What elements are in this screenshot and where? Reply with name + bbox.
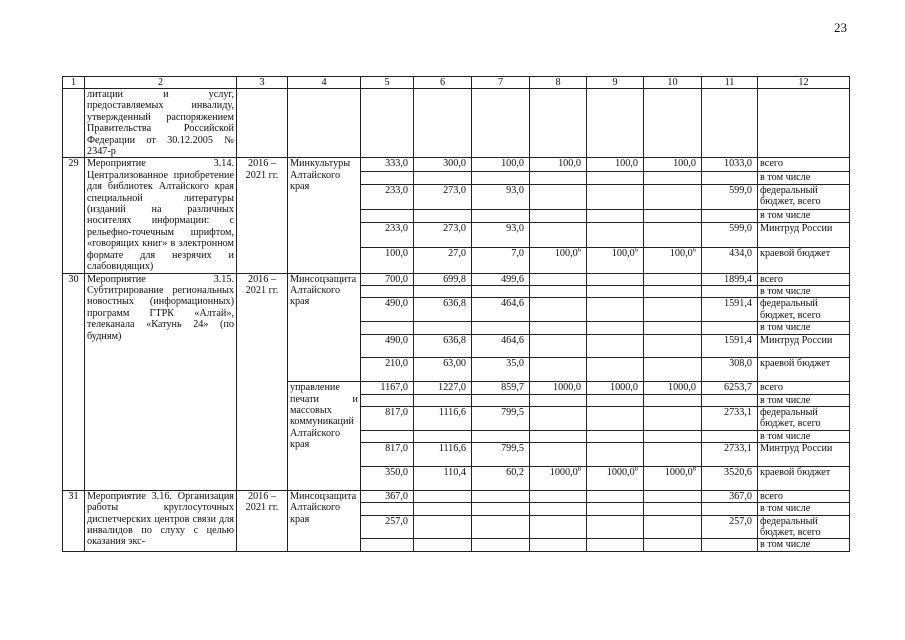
value-cell — [530, 322, 587, 334]
period-cell: 2016 – 2021 гг. — [237, 273, 288, 490]
value-text: 100,0 — [673, 158, 696, 170]
value-text: 60,2 — [506, 466, 524, 478]
value-text: 100,0 — [385, 248, 408, 260]
executor-cell: Минкультуры Алтайского края — [288, 158, 361, 273]
funding-source-cell: всего — [758, 490, 850, 502]
value-cell — [702, 171, 758, 184]
value-text: 27,0 — [448, 248, 466, 260]
value-cell — [644, 285, 702, 297]
continuation-row — [63, 89, 850, 158]
value-text: 210,0 — [385, 358, 408, 370]
value-cell — [587, 406, 644, 430]
value-cell — [472, 503, 530, 515]
column-header: 2 — [85, 77, 237, 89]
value-cell — [587, 248, 644, 273]
value-text: 1227,0 — [437, 382, 466, 394]
column-header: 7 — [472, 77, 530, 89]
value-text: 100,0 — [611, 248, 635, 260]
column-header: 12 — [758, 77, 850, 89]
value-cell — [702, 382, 758, 394]
value-cell — [702, 184, 758, 209]
funding-source-cell: Минтруд России — [758, 334, 850, 358]
value-text: 7,0 — [511, 248, 524, 260]
value-text: 300,0 — [443, 158, 466, 170]
value-cell — [361, 322, 414, 334]
value-cell — [587, 322, 644, 334]
value-cell — [587, 539, 644, 551]
value-cell — [587, 223, 644, 248]
column-header: 11 — [702, 77, 758, 89]
empty-cell — [702, 89, 758, 158]
column-header: 4 — [288, 77, 361, 89]
value-cell — [530, 209, 587, 222]
value-cell — [414, 490, 472, 502]
value-cell — [361, 382, 414, 394]
value-cell — [587, 158, 644, 171]
value-cell — [530, 273, 587, 285]
value-text: 100,0 — [669, 248, 693, 260]
value-cell — [414, 298, 472, 322]
value-text: 110,4 — [443, 466, 466, 478]
value-cell — [472, 273, 530, 285]
value-cell — [644, 430, 702, 442]
value-cell — [587, 285, 644, 297]
value-cell — [702, 443, 758, 467]
value-text: 308,0 — [729, 358, 752, 370]
row-number-cell: 30 — [63, 273, 85, 490]
value-cell — [530, 334, 587, 358]
value-cell — [644, 322, 702, 334]
value-text: 799,5 — [501, 443, 524, 455]
value-cell — [530, 285, 587, 297]
value-cell — [414, 503, 472, 515]
value-text: 636,8 — [443, 334, 466, 346]
value-cell — [587, 273, 644, 285]
value-cell — [530, 223, 587, 248]
value-cell — [702, 466, 758, 490]
value-cell — [587, 209, 644, 222]
funding-source-cell: краевой бюджет — [758, 248, 850, 273]
value-text: 1033,0 — [723, 158, 752, 170]
value-text: 100,0 — [554, 248, 578, 260]
value-cell — [644, 298, 702, 322]
value-cell — [530, 406, 587, 430]
value-cell — [587, 334, 644, 358]
value-cell — [644, 394, 702, 406]
value-text: 1000,0 — [667, 382, 696, 394]
value-cell — [644, 539, 702, 551]
value-cell — [644, 171, 702, 184]
funding-source-cell: в том числе — [758, 285, 850, 297]
value-cell — [472, 158, 530, 171]
funding-source-cell: в том числе — [758, 394, 850, 406]
value-text: 367,0 — [385, 490, 408, 502]
value-cell — [644, 382, 702, 394]
value-cell — [644, 184, 702, 209]
footnote-mark: 6 — [577, 247, 581, 254]
value-text: 1000,0 — [549, 466, 578, 478]
value-text: 2733,1 — [723, 443, 752, 455]
funding-source-cell: федеральный бюджет, всего — [758, 515, 850, 539]
funding-source-cell: федеральный бюджет, всего — [758, 184, 850, 209]
executor-cell: Минсоцзащита Алтайского края — [288, 273, 361, 382]
value-cell — [472, 184, 530, 209]
value-cell — [530, 394, 587, 406]
value-cell — [587, 430, 644, 442]
value-cell — [587, 382, 644, 394]
funding-source-cell: федеральный бюджет, всего — [758, 406, 850, 430]
value-cell — [644, 515, 702, 539]
value-text: 1591,4 — [723, 298, 752, 310]
value-cell — [587, 394, 644, 406]
value-cell — [530, 298, 587, 322]
footnote-mark: 6 — [692, 247, 696, 254]
value-cell — [644, 209, 702, 222]
value-cell — [644, 358, 702, 382]
value-cell — [472, 209, 530, 222]
value-cell — [702, 209, 758, 222]
value-cell — [472, 406, 530, 430]
value-cell — [530, 158, 587, 171]
value-cell — [530, 443, 587, 467]
activity-cell: Мероприятие 3.16. Организация работы круглосуточных диспетчерских центров связи для инвалидов по слуху с целью оказания экс- — [85, 490, 237, 551]
funding-source-cell: всего — [758, 158, 850, 171]
empty-cell — [361, 89, 414, 158]
value-cell — [414, 515, 472, 539]
value-cell — [472, 298, 530, 322]
value-cell — [414, 466, 472, 490]
value-cell — [414, 273, 472, 285]
value-cell — [702, 334, 758, 358]
value-text: 464,6 — [501, 334, 524, 346]
value-text: 1000,0 — [609, 382, 638, 394]
value-cell — [414, 285, 472, 297]
value-cell — [472, 171, 530, 184]
value-text: 1116,6 — [438, 443, 466, 455]
value-cell — [414, 406, 472, 430]
funding-source-cell: краевой бюджет — [758, 358, 850, 382]
value-cell — [530, 466, 587, 490]
value-cell — [587, 490, 644, 502]
value-cell — [361, 248, 414, 273]
value-text: 273,0 — [443, 184, 466, 196]
empty-cell — [414, 89, 472, 158]
value-text: 699,8 — [443, 273, 466, 285]
value-cell — [361, 406, 414, 430]
value-cell — [702, 430, 758, 442]
value-cell — [702, 539, 758, 551]
value-text: 464,6 — [501, 298, 524, 310]
value-text: 1000,0 — [606, 466, 635, 478]
value-cell — [644, 223, 702, 248]
value-cell — [361, 223, 414, 248]
footnote-mark: 8 — [577, 466, 581, 473]
value-cell — [472, 539, 530, 551]
value-cell — [644, 273, 702, 285]
funding-source-cell: федеральный бюджет, всего — [758, 298, 850, 322]
column-header: 10 — [644, 77, 702, 89]
empty-cell — [288, 89, 361, 158]
footnote-mark: 8 — [634, 466, 638, 473]
value-cell — [472, 248, 530, 273]
value-cell — [414, 539, 472, 551]
value-cell — [361, 298, 414, 322]
value-cell — [587, 184, 644, 209]
value-cell — [530, 248, 587, 273]
value-cell — [472, 430, 530, 442]
funding-source-cell: в том числе — [758, 430, 850, 442]
value-cell — [702, 490, 758, 502]
value-cell — [702, 503, 758, 515]
value-cell — [530, 430, 587, 442]
value-text: 434,0 — [729, 248, 752, 260]
value-cell — [702, 358, 758, 382]
value-cell — [702, 394, 758, 406]
value-cell — [530, 184, 587, 209]
value-text: 817,0 — [385, 406, 408, 418]
column-header: 3 — [237, 77, 288, 89]
column-header: 8 — [530, 77, 587, 89]
value-cell — [702, 298, 758, 322]
value-cell — [530, 539, 587, 551]
value-cell — [361, 443, 414, 467]
value-text: 859,7 — [501, 382, 524, 394]
value-cell — [702, 223, 758, 248]
value-cell — [702, 248, 758, 273]
value-text: 100,0 — [501, 158, 524, 170]
value-text: 636,8 — [443, 298, 466, 310]
empty-cell — [472, 89, 530, 158]
budget-line-row — [63, 273, 850, 285]
value-text: 233,0 — [385, 184, 408, 196]
value-cell — [530, 358, 587, 382]
value-cell — [587, 466, 644, 490]
value-cell — [644, 158, 702, 171]
value-cell — [472, 322, 530, 334]
footnote-mark: 6 — [634, 247, 638, 254]
value-cell — [587, 358, 644, 382]
value-cell — [414, 322, 472, 334]
empty-cell — [644, 89, 702, 158]
value-cell — [361, 539, 414, 551]
value-cell — [361, 358, 414, 382]
value-cell — [472, 466, 530, 490]
value-cell — [472, 443, 530, 467]
value-text: 3520,6 — [723, 466, 752, 478]
value-text: 700,0 — [385, 273, 408, 285]
value-text: 93,0 — [506, 223, 524, 235]
value-cell — [472, 223, 530, 248]
funding-source-cell: всего — [758, 273, 850, 285]
value-text: 490,0 — [385, 298, 408, 310]
value-cell — [414, 430, 472, 442]
value-cell — [530, 382, 587, 394]
funding-source-cell: в том числе — [758, 209, 850, 222]
funding-source-cell: всего — [758, 382, 850, 394]
executor-cell: управление печати и массовых коммуникаций Алтайского края — [288, 382, 361, 491]
value-cell — [472, 515, 530, 539]
value-cell — [644, 248, 702, 273]
value-text: 599,0 — [729, 223, 752, 235]
column-header: 1 — [63, 77, 85, 89]
value-cell — [702, 322, 758, 334]
column-header-row — [63, 77, 850, 89]
value-cell — [587, 515, 644, 539]
value-cell — [702, 273, 758, 285]
value-text: 2733,1 — [723, 406, 752, 418]
funding-source-cell: в том числе — [758, 539, 850, 551]
value-text: 257,0 — [729, 515, 752, 527]
value-text: 1591,4 — [723, 334, 752, 346]
value-cell — [361, 184, 414, 209]
value-text: 6253,7 — [723, 382, 752, 394]
value-cell — [702, 158, 758, 171]
value-cell — [414, 158, 472, 171]
column-header: 5 — [361, 77, 414, 89]
funding-source-cell: Минтруд России — [758, 223, 850, 248]
value-cell — [587, 503, 644, 515]
value-cell — [361, 490, 414, 502]
value-cell — [702, 515, 758, 539]
budget-line-row — [63, 490, 850, 502]
budget-table — [62, 76, 850, 552]
row-number-cell: 29 — [63, 158, 85, 273]
value-cell — [414, 382, 472, 394]
value-cell — [414, 248, 472, 273]
value-cell — [361, 466, 414, 490]
funding-source-cell: краевой бюджет — [758, 466, 850, 490]
value-cell — [472, 490, 530, 502]
value-text: 799,5 — [501, 406, 524, 418]
value-text: 333,0 — [385, 158, 408, 170]
column-header: 6 — [414, 77, 472, 89]
value-cell — [361, 273, 414, 285]
value-text: 367,0 — [729, 490, 752, 502]
value-cell — [587, 298, 644, 322]
value-cell — [361, 430, 414, 442]
value-cell — [361, 158, 414, 171]
value-text: 350,0 — [385, 466, 408, 478]
value-text: 1000,0 — [552, 382, 581, 394]
value-text: 490,0 — [385, 334, 408, 346]
row-number-cell — [63, 89, 85, 158]
value-cell — [414, 443, 472, 467]
value-text: 100,0 — [558, 158, 581, 170]
value-cell — [472, 358, 530, 382]
value-cell — [644, 406, 702, 430]
executor-cell: Минсоцзащита Алтайского края — [288, 490, 361, 551]
value-cell — [644, 490, 702, 502]
value-text: 100,0 — [615, 158, 638, 170]
value-cell — [587, 443, 644, 467]
value-text: 257,0 — [385, 515, 408, 527]
column-header: 9 — [587, 77, 644, 89]
value-cell — [702, 285, 758, 297]
budget-line-row — [63, 158, 850, 171]
value-cell — [414, 209, 472, 222]
value-cell — [472, 334, 530, 358]
value-cell — [361, 503, 414, 515]
value-text: 63,00 — [443, 358, 466, 370]
value-text: 93,0 — [506, 184, 524, 196]
value-cell — [361, 334, 414, 358]
value-text: 35,0 — [506, 358, 524, 370]
value-cell — [472, 394, 530, 406]
value-cell — [361, 394, 414, 406]
value-text: 1899,4 — [723, 273, 752, 285]
funding-source-cell: Минтруд России — [758, 443, 850, 467]
funding-source-cell: в том числе — [758, 503, 850, 515]
value-text: 817,0 — [385, 443, 408, 455]
page-number: 23 — [834, 20, 847, 35]
value-cell — [414, 171, 472, 184]
value-cell — [414, 358, 472, 382]
empty-cell — [237, 89, 288, 158]
value-cell — [414, 394, 472, 406]
value-cell — [361, 515, 414, 539]
empty-cell — [758, 89, 850, 158]
value-cell — [472, 285, 530, 297]
value-text: 273,0 — [443, 223, 466, 235]
value-text: 599,0 — [729, 184, 752, 196]
value-cell — [414, 223, 472, 248]
empty-cell — [530, 89, 587, 158]
value-text: 499,6 — [501, 273, 524, 285]
table-body — [63, 77, 850, 552]
activity-cell: литации и услуг, предоставляемых инвалиду, утвержденный распоряжением Правительства Российской Федерации от 30.12.2005 № 2347-р — [85, 89, 237, 158]
value-cell — [530, 490, 587, 502]
funding-source-cell: в том числе — [758, 322, 850, 334]
value-cell — [472, 382, 530, 394]
activity-cell: Мероприятие 3.15. Субтитрирование региональных новостных (информационных) программ ГТРК «Алтай», телеканала «Катунь 24» (по будням) — [85, 273, 237, 490]
value-cell — [644, 503, 702, 515]
value-cell — [361, 209, 414, 222]
footnote-mark: 8 — [692, 466, 696, 473]
value-cell — [361, 171, 414, 184]
value-cell — [414, 334, 472, 358]
value-cell — [414, 184, 472, 209]
value-cell — [530, 503, 587, 515]
period-cell: 2016 – 2021 гг. — [237, 490, 288, 551]
value-cell — [644, 466, 702, 490]
value-cell — [644, 334, 702, 358]
value-cell — [702, 406, 758, 430]
value-text: 233,0 — [385, 223, 408, 235]
activity-cell: Мероприятие 3.14. Централизованное приобретение для библиотек Алтайского края специальной литературы (изданий на различных носителях информации: с рельефно-точечным шрифтом, «говорящих книг» в электронном формате для незрячих и слабовидящих) — [85, 158, 237, 273]
value-cell — [530, 171, 587, 184]
value-text: 1167,0 — [380, 382, 408, 394]
row-number-cell: 31 — [63, 490, 85, 551]
value-text: 1000,0 — [664, 466, 693, 478]
funding-source-cell: в том числе — [758, 171, 850, 184]
value-cell — [644, 443, 702, 467]
value-cell — [361, 285, 414, 297]
value-cell — [587, 171, 644, 184]
empty-cell — [587, 89, 644, 158]
value-cell — [530, 515, 587, 539]
value-text: 1116,6 — [438, 406, 466, 418]
period-cell: 2016 – 2021 гг. — [237, 158, 288, 273]
